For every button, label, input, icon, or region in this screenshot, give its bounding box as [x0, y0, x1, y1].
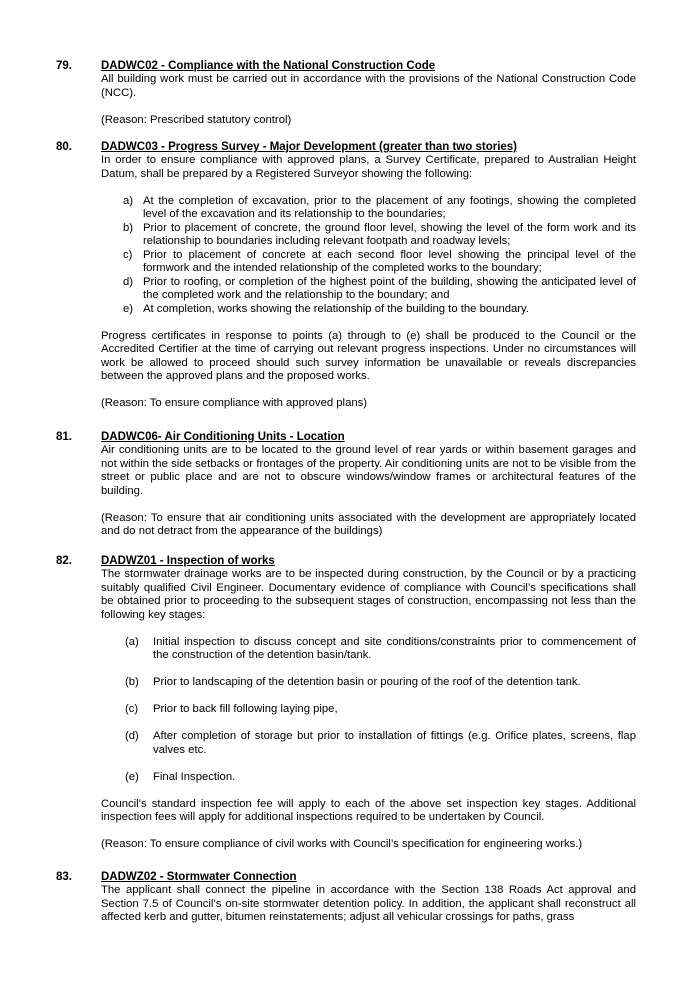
condition-title: DADWC03 - Progress Survey - Major Development (greater than two stories): [101, 141, 518, 153]
list-item-text: After completion of storage but prior to installation of fittings (e.g. Orifice plates, screens, flap valves etc.: [153, 730, 636, 756]
list-item-text: Prior to placement of concrete at each second floor level showing the principal level of the formwork and the intended relationship of the completed works to the boundary;: [143, 248, 636, 274]
condition-number: 79.: [56, 60, 72, 72]
condition-title: DADWC06- Air Conditioning Units - Location: [101, 431, 345, 443]
list-item-label: (b): [125, 676, 139, 688]
list-item-label: (d): [125, 730, 139, 742]
list-item: [101, 636, 636, 663]
condition-text: All building work must be carried out in accordance with the provisions of the National Construction Code (NCC).: [101, 73, 636, 99]
list-item-text: Initial inspection to discuss concept and site conditions/constraints prior to commencement of the construction of the detention basin/tank.: [153, 635, 636, 661]
condition-reason: (Reason: To ensure compliance with approved plans): [101, 397, 368, 409]
list-item-text: Prior to placement of concrete, the ground floor level, showing the level of the form work and its relationship to boundaries including relevant footpath and roadway levels;: [143, 221, 636, 247]
condition-title: DADWZ02 - Stormwater Connection: [101, 871, 297, 883]
condition-intro: In order to ensure compliance with approved plans, a Survey Certificate, prepared to Australian Height Datum, shall be prepared by a Registered Surveyor showing the following:: [101, 154, 636, 180]
list-item-text: Prior to back fill following laying pipe,: [153, 703, 338, 715]
list-item-label: a): [123, 194, 134, 207]
list-item-label: d): [123, 275, 134, 288]
list-item: [101, 303, 636, 317]
condition-text: Air conditioning units are to be located to the ground level of rear yards or within basement garages and not within the side setbacks or frontages of the property. Air conditioning units are not to be visible from the street or public place and are not to obscure windows/window frames or architectural features of the building.: [101, 444, 636, 497]
list-item-text: Final Inspection.: [153, 770, 236, 783]
list-item-text: Prior to roofing, or completion of the highest point of the building, showing the anticipated level of the completed work and the relationship to the boundary; and: [143, 275, 636, 301]
list-item-label: c): [123, 248, 133, 261]
list-item: [101, 771, 636, 785]
list-item: [101, 222, 636, 249]
condition-text: The applicant shall connect the pipeline in accordance with the Section 138 Roads Act approval and Section 7.5 of Council’s on-site stormwater detention policy. In addition, the applicant shall reconstruct all affected kerb and gutter, bitumen reinstatements; adjust all vehicular crossings for paths, grass: [101, 884, 636, 923]
list-item-label: (c): [125, 703, 139, 715]
condition-number: 80.: [56, 141, 72, 153]
list-item: [101, 249, 636, 276]
condition-title: DADWZ01 - Inspection of works: [101, 555, 275, 567]
list-item: [101, 195, 636, 222]
condition-text: Progress certificates in response to points (a) through to (e) shall be produced to the Council or the Accredited Certifier at the time of carrying out relevant progress inspections. Under no circumstances will work be allowed to proceed should such survey information be unavailable or reveals discrepancies between the approved plans and the proposed works.: [101, 329, 636, 382]
condition-number: 82.: [56, 555, 72, 567]
list-item-text: At completion, works showing the relationship of the building to the boundary.: [143, 302, 529, 315]
list-item-label: (a): [125, 635, 139, 648]
list-item-label: b): [123, 221, 134, 234]
survey-stage-list: [101, 195, 636, 317]
list-item: [101, 276, 636, 303]
condition-reason: (Reason: Prescribed statutory control): [101, 113, 292, 126]
list-item-label: e): [123, 302, 134, 315]
condition-reason: (Reason: To ensure that air conditioning units associated with the development are appropriately located and do not detract from the appearance of the buildings): [101, 511, 636, 537]
condition-number: 83.: [56, 871, 72, 883]
condition-intro: The stormwater drainage works are to be inspected during construction, by the Council or by a practicing suitably qualified Civil Engineer. Documentary evidence of compliance with Council’s specifications shall be obtained prior to proceeding to the subsequent stages of construction, encompassing not less than the following key stages:: [101, 568, 636, 621]
list-item: [101, 703, 636, 717]
list-item-label: (e): [125, 770, 139, 783]
list-item: [101, 730, 636, 757]
list-item-text: At the completion of excavation, prior to the placement of any footings, showing the completed level of the excavation and its relationship to the boundaries;: [143, 194, 636, 220]
condition-reason: (Reason: To ensure compliance of civil works with Council’s specification for engineering works.): [101, 838, 583, 850]
condition-number: 81.: [56, 431, 72, 443]
list-item: [101, 676, 636, 690]
condition-title: DADWC02 - Compliance with the National Construction Code: [101, 60, 436, 72]
list-item-text: Prior to landscaping of the detention basin or pouring of the roof of the detention tank.: [153, 676, 581, 688]
condition-text: Council’s standard inspection fee will apply to each of the above set inspection key stages. Additional inspection fees will apply for additional inspections required to be undertaken by Council.: [101, 797, 636, 823]
inspection-stage-list: [101, 636, 636, 785]
